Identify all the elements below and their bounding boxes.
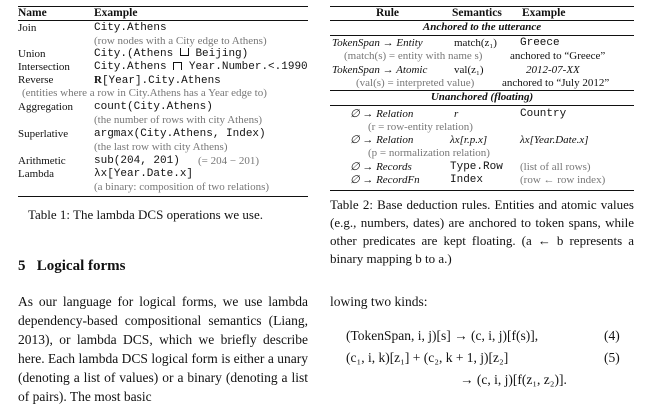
rule-cell: TokenSpan → Entity [332,37,423,49]
table-2-header-example: Example [522,7,566,19]
table-row [18,48,308,60]
op-name: Lambda [18,168,55,180]
table-row [330,147,634,159]
intersection-symbol [173,62,182,70]
table-row [330,174,634,186]
table-row [18,155,308,167]
section-unanchored: Unanchored (floating) [430,91,534,103]
equation-number-4: (4) [604,328,620,343]
op-name: Union [18,48,46,60]
op-note: (the last row with city Athens) [94,141,228,153]
semantics-cell: λx[r.p.x] [450,134,488,146]
table-1-bottom-rule [18,196,308,197]
example-cell: Country [520,108,567,120]
op-example: R[Year].City.Athens [94,74,221,87]
rule-cell: ∅ → RecordFn [350,174,420,186]
table-row [330,134,634,146]
rule-cell: ∅ → Relation [350,108,414,120]
section-heading [18,258,125,275]
table-2-section-rule [330,35,634,36]
table-row [330,161,634,173]
example-cell: anchored to “Greece” [510,50,606,62]
table-row [330,108,634,120]
rule-note: (p = normalization relation) [368,147,490,159]
example-cell: Greece [520,37,560,49]
op-note: (a binary: composition of two relations) [94,181,270,193]
rule-cell: ∅ → Records [350,161,412,173]
table-1-top-rule [18,6,308,7]
section-number: 5 [18,258,26,274]
table-1-header-name: Name [18,7,47,19]
rule-cell: ∅ → Relation [350,134,414,146]
example-cell: (list of all rows) [520,161,591,173]
section-title: Logical forms [36,258,126,274]
op-example: count(City.Athens) [94,101,213,113]
op-note: (entities where a row in City.Athens has a Year edge to) [22,87,267,99]
op-example: λx[Year.Date.x] [94,168,194,180]
op-note: (= 204 − 201) [198,155,259,167]
table-row [18,128,308,140]
table-1-header-example: Example [94,7,138,19]
table-1-caption: Table 1: The lambda DCS operations we use. [28,207,263,222]
table-1-header-rule [18,20,308,21]
union-symbol [180,48,189,56]
body-paragraph-left: As our language for logical forms, we use lambda dependency-based compositional semantics (Liang, 2013), or lambda DCS, which we briefly describe here. Each lambda DCS logical form is either a unary (denoting a list of values) or a binary (denoting a list of pairs). The most basic [18,294,308,404]
table-row [18,35,308,47]
op-example: City.Athens Year.Number.<.1990 [94,61,308,73]
equation-5-continued: → (c, i, j)[f(z₁, z₂)]. [460,372,567,387]
example-cell: anchored to “July 2012” [502,77,610,89]
table-row [18,114,308,126]
table-row [330,121,634,133]
table-2-header-rule: Rule [376,7,399,19]
equation-4: (TokenSpan, i, j)[s] → (c, i, j)[f(s)], [346,328,539,343]
semantics-cell: Type.Row [450,161,503,173]
op-name: Superlative [18,128,69,140]
semantics-cell: match(z₁) [454,37,497,49]
rule-note: (val(s) = interpreted value) [356,77,475,89]
example-cell: 2012-07-XX [526,64,580,76]
equation-number-5: (5) [604,350,620,365]
table-row [18,141,308,153]
op-name: Reverse [18,74,54,86]
example-cell: (row ← row index) [520,174,606,186]
table-row [330,37,634,49]
table-row [18,181,308,193]
table-row [18,168,308,180]
table-row [18,101,308,113]
table-row [330,64,634,76]
table-row [18,22,308,34]
section-anchored: Anchored to the utterance [422,21,542,33]
op-note: (the number of rows with city Athens) [94,114,263,126]
rule-note: (match(s) = entity with name s) [344,50,483,62]
op-name: Arithmetic [18,155,66,167]
op-example: sub(204, 201) [94,155,180,167]
table-row [330,50,634,62]
op-name: Aggregation [18,101,73,113]
table-2-section-rule [330,105,634,106]
example-cell: λx[Year.Date.x] [520,134,589,146]
op-name: Intersection [18,61,70,73]
body-paragraph-right: lowing two kinds: [330,294,428,309]
rule-note: (r = row-entity relation) [368,121,473,133]
rule-cell: TokenSpan → Atomic [332,64,428,76]
table-2-header-semantics: Semantics [452,7,502,19]
table-2-caption: Table 2: Base deduction rules. Entities and atomic values (e.g., numbers, dates) are anchored to token spans, while other predicates are kept floating. (a ← b represents a binary mapping b to a.) [330,197,634,266]
table-2-bottom-rule [330,190,634,191]
equation-5: (c₁, i, k)[z₁] + (c₂, k + 1, j)[z₂] [346,350,509,365]
semantics-cell: val(z₁) [454,64,484,76]
table-row [18,87,308,99]
table-row [18,61,308,73]
op-note: (row nodes with a City edge to Athens) [94,35,267,47]
op-example: City.(Athens Beijing) [94,48,249,60]
semantics-cell: r [454,108,459,120]
op-example: City.Athens [94,22,167,34]
op-name: Join [18,22,37,34]
semantics-cell: Index [450,174,484,186]
table-row [330,77,634,89]
table-row [18,74,308,86]
op-example: argmax(City.Athens, Index) [94,128,266,140]
